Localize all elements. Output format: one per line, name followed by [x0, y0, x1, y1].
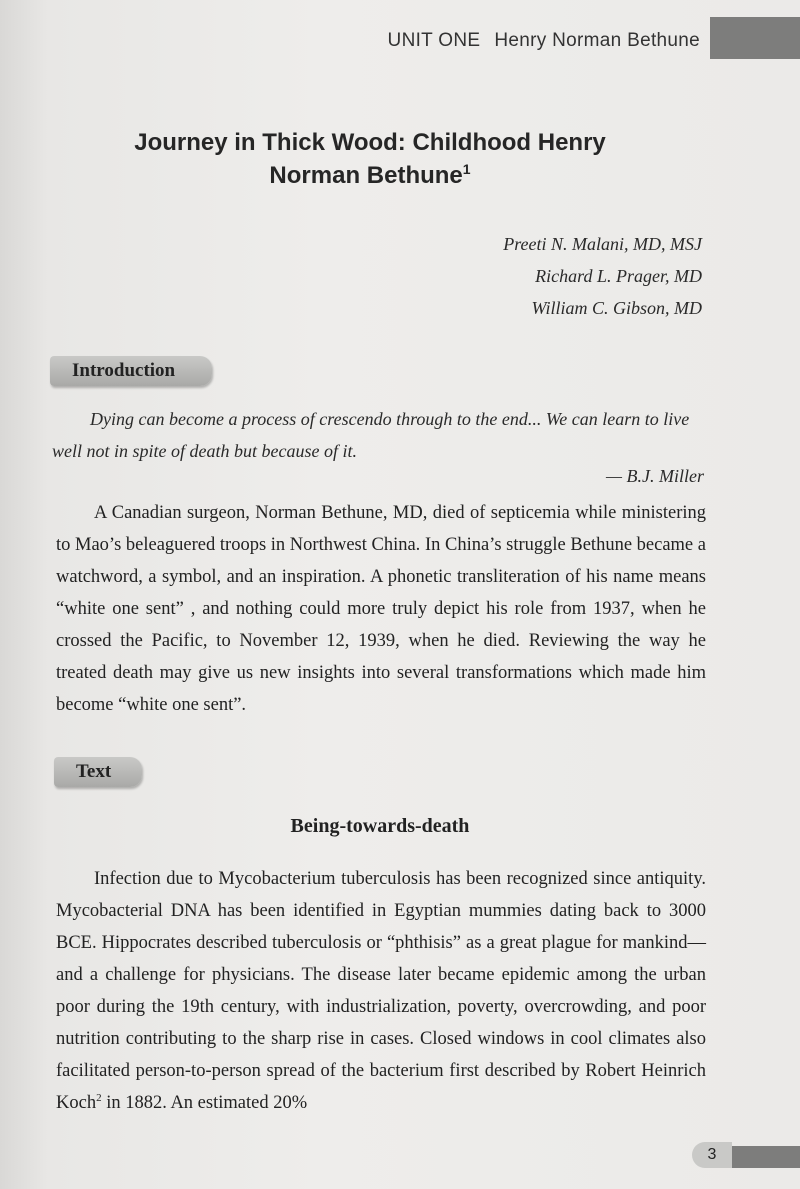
header-tab-bar: [710, 17, 800, 59]
epigraph-quote: Dying can become a process of crescendo through to the end... We can learn to live well not in spite of death but because of it.: [52, 409, 690, 461]
running-header: [388, 30, 700, 52]
article-title: [110, 126, 630, 192]
footer-tab-bar: [732, 1146, 800, 1168]
body-text-part-2: in 1882. An estimated 20%: [101, 1093, 308, 1113]
epigraph-author: — B.J. Miller: [606, 466, 704, 486]
header-title: Henry Norman Bethune: [494, 30, 700, 51]
article-title-text: Journey in Thick Wood: Childhood Henry Norman Bethune: [134, 129, 606, 189]
title-footnote-mark: 1: [462, 161, 471, 177]
page-number: 3: [692, 1142, 732, 1168]
section-tab-text: Text: [54, 757, 142, 787]
section-tab-introduction: Introduction: [50, 356, 212, 386]
body-paragraph: [56, 863, 706, 1119]
section-subheading: Being-towards-death: [290, 815, 470, 837]
introduction-paragraph: A Canadian surgeon, Norman Bethune, MD, died of septicemia while ministering to Mao’s beleaguered troops in Northwest China. In China’s struggle Bethune became a watchword, a symbol, and an inspiration. A phonetic transliteration of his name means “white one sent” , and nothing could more truly depict his role from 1937, when he crossed the Pacific, to November 12, 1939, when he died. Reviewing the way he treated death may give us new insights into several transformations which made him become “white one sent”.: [56, 503, 706, 715]
footnote-mark: 2: [96, 1091, 102, 1104]
author-name: William C. Gibson, MD: [531, 298, 702, 318]
author-name: Preeti N. Malani, MD, MSJ: [503, 234, 702, 254]
header-unit: UNIT ONE: [387, 30, 481, 51]
body-text-part-1: Infection due to Mycobacterium tuberculosis has been recognized since antiquity. Mycobacterial DNA has been identified in Egyptian mummies dating back to 3000 BCE. Hippocrates described tuberculosis or “phthisis” as a great plague for mankind—and a challenge for physicians. The disease later became epidemic among the urban poor during the 19th century, with industrialization, poverty, overcrowding, and poor nutrition contributing to the sharp rise in cases. Closed windows in cool climates also facilitated person-to-person spread of the bacterium first described by Robert Heinrich Koch: [56, 869, 706, 1113]
author-name: Richard L. Prager, MD: [535, 266, 702, 286]
author-list: [503, 228, 702, 324]
